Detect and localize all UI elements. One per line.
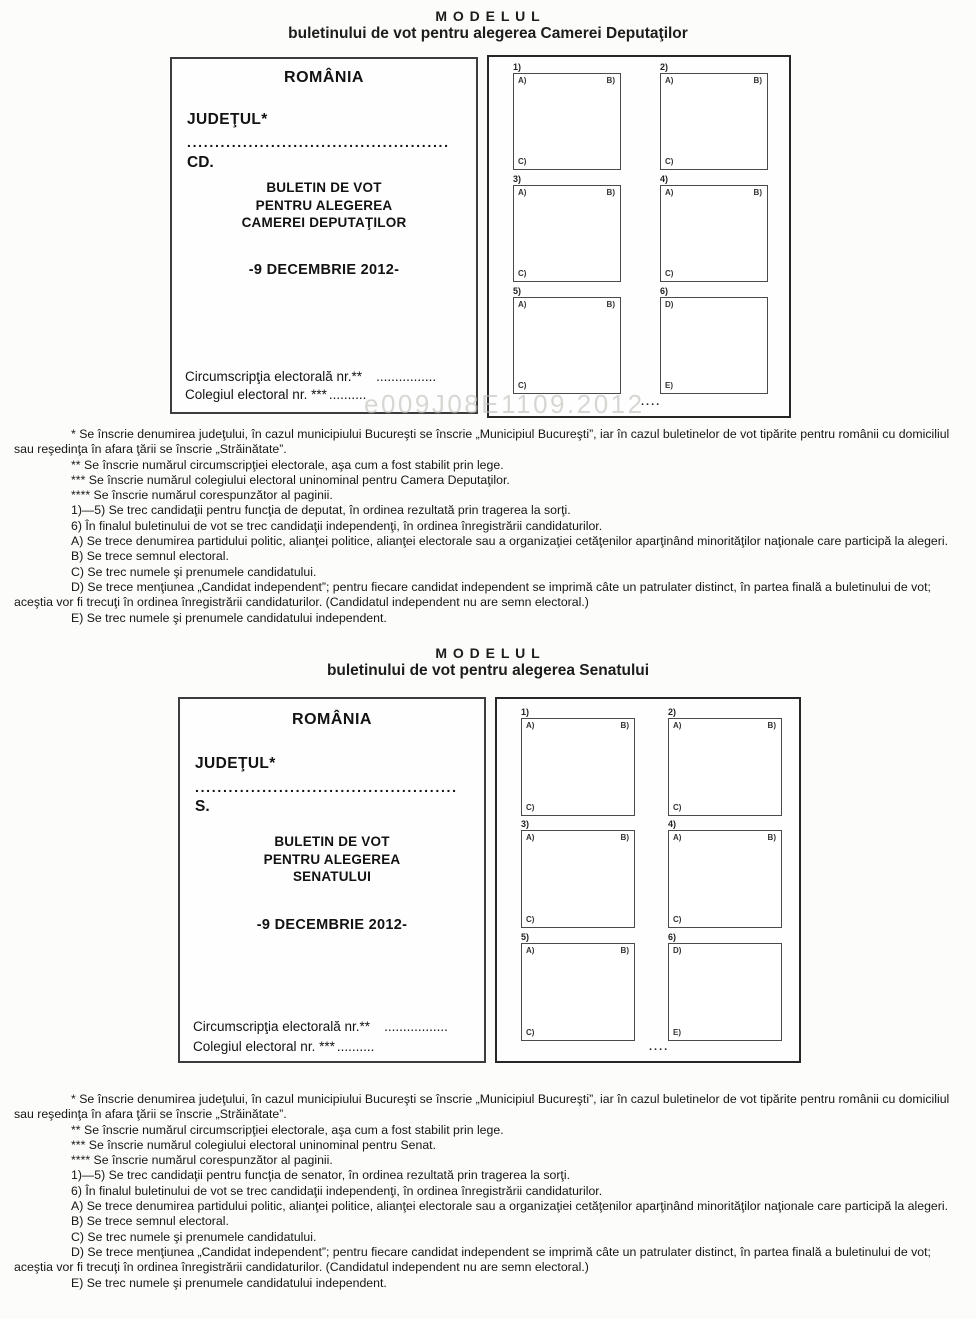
candidate-number: 4) xyxy=(668,819,677,829)
ballot-title-line: CAMEREI DEPUTAŢILOR xyxy=(241,215,407,230)
footnote: D) Se trece menţiunea „Candidat independent”; pentru fiecare candidat independent se imprimă câte un patrulater distinct, în partea finală a buletinului de vot; aceştia vor fi trecuţi în ordinea înregistrării candidaturilor. (Candidatul independent nu are semn electoral.) xyxy=(14,579,931,610)
footnote: B) Se trece semnul electoral. xyxy=(71,1214,229,1229)
electoral-sign-label: B) xyxy=(620,833,629,842)
candidate-number: 1) xyxy=(521,707,530,717)
election-date: -9 DECEMBRIE 2012- xyxy=(256,917,408,933)
page-number-dots: .... xyxy=(649,1041,670,1053)
candidate-grid-senate xyxy=(495,697,801,1063)
footnote: *** Se înscrie numărul colegiului electoral uninominal pentru Senat. xyxy=(71,1137,437,1152)
circumscription-dots: ................. xyxy=(384,1019,448,1034)
footnote: **** Se înscrie numărul corespunzător al paginii. xyxy=(71,1153,333,1168)
ballot-title-line: BULETIN DE VOT xyxy=(274,834,390,849)
ballot-title xyxy=(180,833,484,886)
circumscription-line xyxy=(193,1019,448,1034)
candidate-name-label: C) xyxy=(673,803,682,812)
footnote: E) Se trec numele şi prenumele candidatului independent. xyxy=(71,610,387,625)
candidate-grid-deputies xyxy=(487,55,791,418)
candidate-slot-4 xyxy=(660,174,768,282)
candidate-box xyxy=(513,185,621,282)
page-number-dots: .... xyxy=(641,396,662,408)
candidate-number: 2) xyxy=(668,707,677,717)
candidate-number: 5) xyxy=(521,932,530,942)
chamber-abbreviation: CD. xyxy=(187,154,214,171)
party-name-label: A) xyxy=(526,833,535,842)
college-label: Colegiul electoral nr. *** xyxy=(185,387,327,402)
footnote: * Se înscrie denumirea judeţului, în cazul municipiului Bucureşti se înscrie „Municipiul Bucureşti”, iar în cazul buletinelor de vot tipărite pentru românii cu domiciliul sau reşedinţa în afara ţării se înscrie „Străinătate”. xyxy=(14,1092,950,1122)
electoral-sign-label: B) xyxy=(767,833,776,842)
county-label: JUDEŢUL* xyxy=(187,111,268,128)
electoral-sign-label: B) xyxy=(620,946,629,955)
party-name-label: A) xyxy=(673,721,682,730)
senate-abbreviation: S. xyxy=(195,798,210,815)
electoral-sign-label: B) xyxy=(606,188,615,197)
candidate-slot-3 xyxy=(513,174,621,282)
candidate-box xyxy=(660,185,768,282)
electoral-sign-label: B) xyxy=(753,76,762,85)
ballot-title-line: PENTRU ALEGEREA xyxy=(263,851,401,867)
ballot-cover-deputies xyxy=(170,57,478,414)
college-dots: .......... xyxy=(336,1039,375,1054)
party-name-label: A) xyxy=(518,76,527,85)
candidate-box xyxy=(521,718,635,816)
candidate-slot-6-independent xyxy=(668,932,782,1041)
circumscription-dots: ................ xyxy=(376,369,437,384)
footnote: D) Se trece menţiunea „Candidat independent”; pentru fiecare candidat independent se imprimă câte un patrulater distinct, în partea finală a buletinului de vot; aceştia vor fi trecuţi în ordinea înregistrării candidaturilor. (Candidatul independent nu are semn electoral.) xyxy=(14,1244,931,1275)
party-name-label: A) xyxy=(673,833,682,842)
college-line xyxy=(185,387,366,402)
candidate-number: 2) xyxy=(660,62,669,72)
party-name-label: A) xyxy=(518,188,527,197)
model-subheading: buletinului de vot pentru alegerea Camerei Deputaţilor xyxy=(288,25,688,42)
footnotes-senate xyxy=(14,1092,972,1291)
footnote: **** Se înscrie numărul corespunzător al paginii. xyxy=(71,488,333,503)
candidate-box xyxy=(660,297,768,394)
candidate-box xyxy=(668,718,782,816)
candidate-name-label: C) xyxy=(518,381,527,390)
scan-watermark: e009J08E1109.2012 xyxy=(364,389,645,419)
footnote: A) Se trece denumirea partidului politic, alianţei politice, alianţei electorale sau a organizaţiei cetăţenilor aparţinând minorităţilor naţionale care participă la alegeri. xyxy=(71,1199,948,1214)
country-name: ROMÂNIA xyxy=(292,711,372,728)
model-heading: M O D E L U L xyxy=(435,8,541,24)
model-deputies-section xyxy=(0,0,976,637)
party-name-label: A) xyxy=(665,76,674,85)
footnote: C) Se trec numele şi prenumele candidatului. xyxy=(71,564,317,579)
candidate-box xyxy=(668,943,782,1041)
electoral-sign-label: B) xyxy=(620,721,629,730)
independent-mention-label: D) xyxy=(665,300,674,309)
electoral-sign-label: B) xyxy=(606,300,615,309)
candidate-slot-5 xyxy=(513,286,621,394)
electoral-sign-label: B) xyxy=(767,721,776,730)
candidate-name-label: C) xyxy=(526,1028,535,1037)
party-name-label: A) xyxy=(526,946,535,955)
candidate-slot-3 xyxy=(521,819,635,928)
candidate-number: 3) xyxy=(521,819,530,829)
footnote: 6) În finalul buletinului de vot se trec candidaţii independenţi, în ordinea înregistrării candidaturilor. xyxy=(71,518,603,533)
candidate-number: 3) xyxy=(513,174,522,184)
footnote: ** Se înscrie numărul circumscripţiei electorale, aşa cum a fost stabilit prin lege. xyxy=(71,457,504,472)
model-subheading: buletinului de vot pentru alegerea Senatului xyxy=(326,662,650,679)
country-name: ROMÂNIA xyxy=(284,69,364,86)
county-fill-line: ............................................... xyxy=(195,779,458,795)
candidate-number: 1) xyxy=(513,62,522,72)
county-fill-line: ............................................... xyxy=(187,134,450,150)
independent-name-label: E) xyxy=(673,1028,681,1037)
candidate-number: 6) xyxy=(660,286,669,296)
candidate-slot-2 xyxy=(668,707,782,816)
candidate-slot-1 xyxy=(513,62,621,170)
party-name-label: A) xyxy=(518,300,527,309)
party-name-label: A) xyxy=(665,188,674,197)
electoral-sign-label: B) xyxy=(753,188,762,197)
candidate-slot-1 xyxy=(521,707,635,816)
candidate-slot-4 xyxy=(668,819,782,928)
candidate-name-label: C) xyxy=(673,915,682,924)
model-senate-section xyxy=(0,637,976,1319)
footnote: * Se înscrie denumirea judeţului, în cazul municipiului Bucureşti se înscrie „Municipiul Bucureşti”, iar în cazul buletinelor de vot tipărite pentru românii cu domiciliul sau reşedinţa în afara ţării se înscrie „Străinătate”. xyxy=(14,427,950,457)
candidate-box xyxy=(521,943,635,1041)
independent-mention-label: D) xyxy=(673,946,682,955)
ballot-title-line: PENTRU ALEGEREA xyxy=(255,197,393,213)
college-label: Colegiul electoral nr. *** xyxy=(193,1039,335,1054)
circumscription-label: Circumscripţia electorală nr.** xyxy=(193,1019,371,1034)
candidate-name-label: C) xyxy=(665,157,674,166)
candidate-name-label: C) xyxy=(665,269,674,278)
footnote: 6) În finalul buletinului de vot se trec candidaţii independenţi, în ordinea înregistrării candidaturilor. xyxy=(71,1183,603,1198)
footnote: E) Se trec numele şi prenumele candidatului independent. xyxy=(71,1275,387,1290)
candidate-name-label: C) xyxy=(526,803,535,812)
footnote: 1)—5) Se trec candidaţii pentru funcţia de senator, în ordinea rezultată prin tragerea la sorţi. xyxy=(71,1168,570,1183)
footnote: B) Se trece semnul electoral. xyxy=(71,549,229,564)
candidate-slot-5 xyxy=(521,932,635,1041)
candidate-name-label: C) xyxy=(526,915,535,924)
circumscription-label: Circumscripţia electorală nr.** xyxy=(185,369,363,384)
candidate-box xyxy=(513,73,621,170)
footnote: *** Se înscrie numărul colegiului electoral uninominal pentru Camera Deputaţilor. xyxy=(71,472,510,487)
ballot-title-line: SENATULUI xyxy=(292,869,372,884)
ballot-title xyxy=(172,179,476,232)
footnote: A) Se trece denumirea partidului politic, alianţei politice, alianţei electorale sau a organizaţiei cetăţenilor aparţinând minorităţilor naţionale care participă la alegeri. xyxy=(71,534,948,549)
candidate-box xyxy=(660,73,768,170)
footnote: ** Se înscrie numărul circumscripţiei electorale, aşa cum a fost stabilit prin lege. xyxy=(71,1122,504,1137)
candidate-name-label: C) xyxy=(518,157,527,166)
footnote: 1)—5) Se trec candidaţii pentru funcţia de deputat, în ordinea rezultată prin tragerea la sorţi. xyxy=(71,503,571,518)
candidate-number: 6) xyxy=(668,932,677,942)
candidate-number: 4) xyxy=(660,174,669,184)
county-label: JUDEŢUL* xyxy=(195,755,276,772)
footnote: C) Se trec numele şi prenumele candidatului. xyxy=(71,1229,317,1244)
independent-name-label: E) xyxy=(665,381,673,390)
circumscription-line xyxy=(185,369,436,384)
candidate-name-label: C) xyxy=(518,269,527,278)
ballot-title-line: BULETIN DE VOT xyxy=(266,180,382,195)
footnotes-deputies xyxy=(14,427,972,626)
candidate-box xyxy=(513,297,621,394)
model-heading: M O D E L U L xyxy=(435,645,541,661)
election-date: -9 DECEMBRIE 2012- xyxy=(248,262,400,278)
candidate-slot-6-independent xyxy=(660,286,768,394)
candidate-box xyxy=(668,830,782,928)
candidate-number: 5) xyxy=(513,286,522,296)
candidate-slot-2 xyxy=(660,62,768,170)
electoral-sign-label: B) xyxy=(606,76,615,85)
party-name-label: A) xyxy=(526,721,535,730)
college-line xyxy=(193,1039,374,1054)
ballot-cover-senate xyxy=(178,697,486,1063)
college-dots: .......... xyxy=(328,387,367,402)
candidate-box xyxy=(521,830,635,928)
